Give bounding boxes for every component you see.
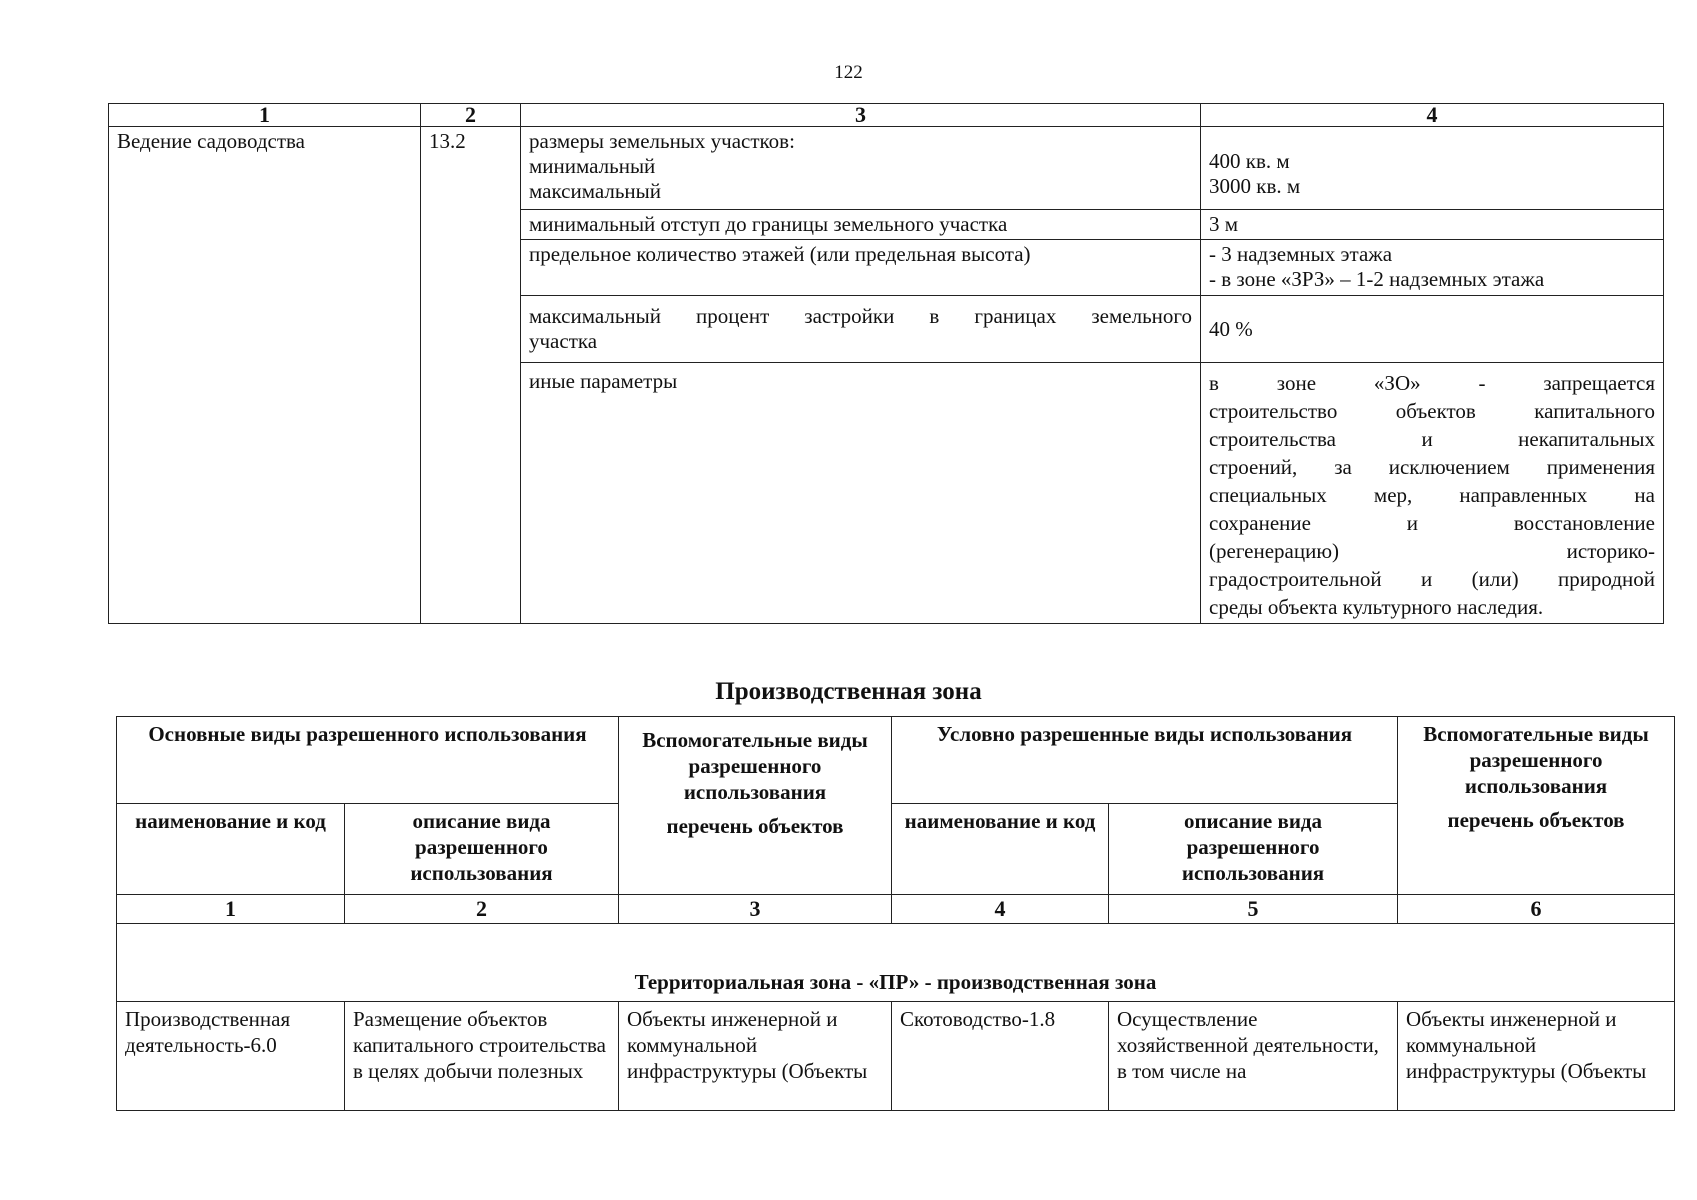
column-number-row xyxy=(117,895,1675,924)
parameter-line: предельное количество этажей (или предельная высота) xyxy=(529,242,1031,266)
column-number: 6 xyxy=(1398,895,1675,924)
value-line: среды объекта культурного наследия. xyxy=(1209,595,1544,619)
column-number: 3 xyxy=(619,895,892,924)
parameter-line: размеры земельных участков: xyxy=(529,129,795,153)
column-number: 4 xyxy=(892,895,1109,924)
use-description-cell: Размещение объектов капитального строительства в целях добычи полезных xyxy=(345,1002,619,1111)
column-number: 2 xyxy=(345,895,619,924)
header-text: Вспомогательные виды разрешенного использования xyxy=(642,728,868,804)
value-cell xyxy=(1201,363,1664,624)
use-type-name: Ведение садоводства xyxy=(109,127,421,624)
parameter-line: минимальный xyxy=(529,154,656,178)
table-header-row xyxy=(109,104,1664,127)
main-uses-header: Основные виды разрешенного использования xyxy=(117,717,619,804)
value-line: строительства и некапитальных xyxy=(1209,427,1655,451)
table-row xyxy=(109,127,1664,210)
zone-title: Территориальная зона - «ПР» - производственная зона xyxy=(117,924,1675,1002)
name-code-header: наименование и код xyxy=(892,804,1109,895)
value-line: - 3 надземных этажа xyxy=(1209,242,1393,266)
group-header-row xyxy=(117,717,1675,804)
value-line: в зоне «ЗО» - запрещается xyxy=(1209,371,1655,395)
parameter-line: максимальный xyxy=(529,179,661,203)
value-line: сохранение и восстановление xyxy=(1209,511,1655,535)
value-cell xyxy=(1201,240,1664,296)
value-cell xyxy=(1201,127,1664,210)
description-header: описание вида разрешенного использования xyxy=(345,804,619,895)
parameter-cell xyxy=(521,210,1201,240)
objects-list-cell: Объекты инженерной и коммунальной инфраструктуры (Объекты xyxy=(1398,1002,1675,1111)
name-code-header: наименование и код xyxy=(117,804,345,895)
use-type-code: 13.2 xyxy=(421,127,521,624)
parameter-line: иные параметры xyxy=(529,369,678,393)
parameter-line: максимальный процент застройки в границах земельного xyxy=(529,304,1192,328)
use-name-cell: Скотоводство-1.8 xyxy=(892,1002,1109,1111)
use-name-cell: Производственная деятельность-6.0 xyxy=(117,1002,345,1111)
value-line: специальных мер, направленных на xyxy=(1209,483,1655,507)
column-number: 4 xyxy=(1201,104,1664,127)
value-line: строительство объектов капитального xyxy=(1209,399,1655,423)
value-line: 40 % xyxy=(1209,316,1253,341)
column-number: 1 xyxy=(117,895,345,924)
auxiliary-uses-header xyxy=(619,717,892,895)
value-line: (регенерацию) историко- xyxy=(1209,539,1655,563)
parameter-line: минимальный отступ до границы земельного участка xyxy=(529,212,1008,236)
column-number: 2 xyxy=(421,104,521,127)
page-number: 122 xyxy=(834,62,863,83)
value-cell xyxy=(1201,296,1664,363)
use-description-cell: Осуществление хозяйственной деятельности, в том числе на xyxy=(1109,1002,1398,1111)
value-line: 3000 кв. м xyxy=(1209,174,1301,198)
objects-list-cell: Объекты инженерной и коммунальной инфраструктуры (Объекты xyxy=(619,1002,892,1111)
zone-title-row xyxy=(117,924,1675,1002)
parameter-cell xyxy=(521,240,1201,296)
value-line: 400 кв. м xyxy=(1209,149,1290,173)
header-text: перечень объектов xyxy=(666,814,844,838)
description-header: описание вида разрешенного использования xyxy=(1109,804,1398,895)
parameter-cell xyxy=(521,296,1201,363)
parameter-cell xyxy=(521,127,1201,210)
parameter-line: участка xyxy=(529,329,598,353)
auxiliary-uses-header xyxy=(1398,717,1675,895)
value-line: строений, за исключением применения xyxy=(1209,455,1655,479)
zone-usage-table xyxy=(116,716,1675,1111)
header-text: Вспомогательные виды разрешенного использования xyxy=(1423,722,1649,798)
conditional-uses-header: Условно разрешенные виды использования xyxy=(892,717,1398,804)
section-title: Производственная зона xyxy=(715,678,982,705)
column-number: 5 xyxy=(1109,895,1398,924)
value-cell xyxy=(1201,210,1664,240)
parameter-cell xyxy=(521,363,1201,624)
column-number: 3 xyxy=(521,104,1201,127)
value-line: градостроительной и (или) природной xyxy=(1209,567,1655,591)
header-text: перечень объектов xyxy=(1447,808,1625,832)
value-line: - в зоне «ЗРЗ» – 1-2 надземных этажа xyxy=(1209,267,1545,291)
parameters-table xyxy=(108,103,1664,624)
table-row xyxy=(117,1002,1675,1111)
column-number: 1 xyxy=(109,104,421,127)
value-line: 3 м xyxy=(1209,212,1239,236)
